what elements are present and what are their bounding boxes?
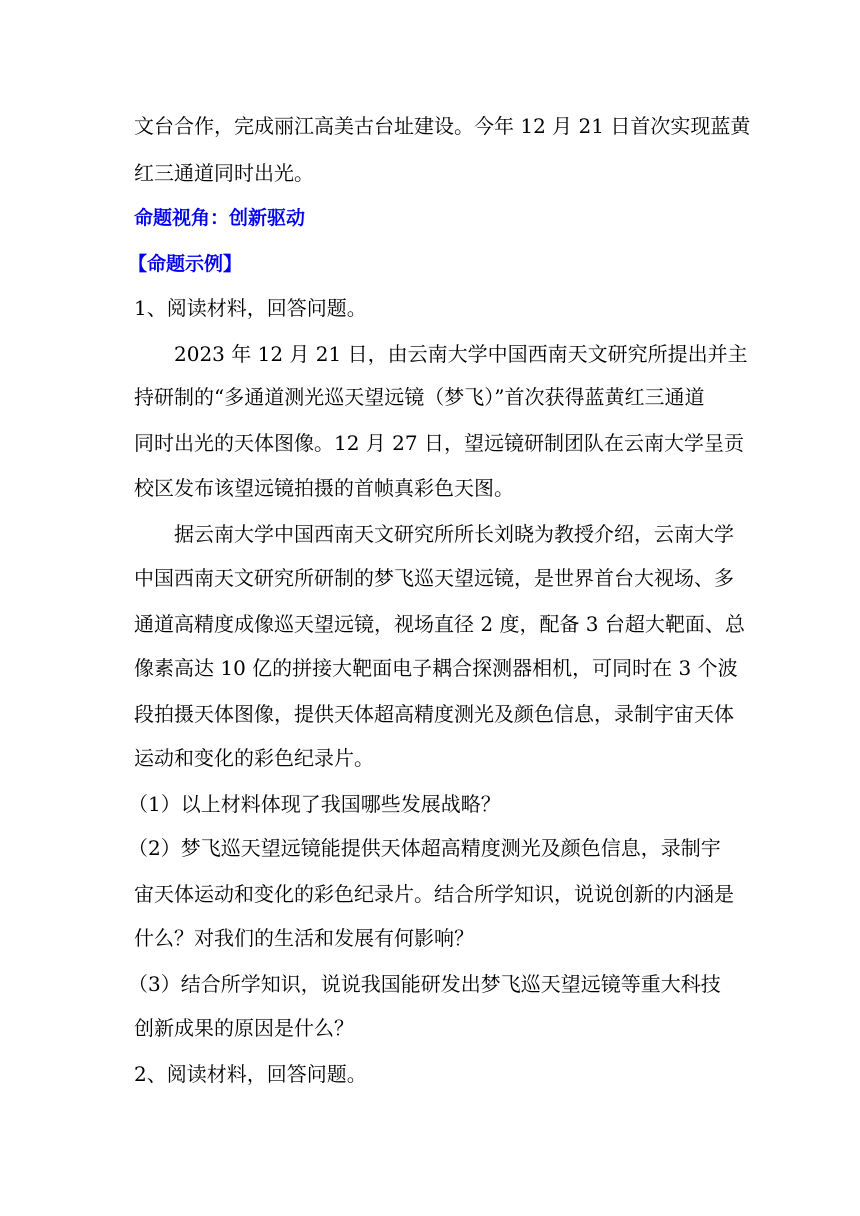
paragraph-line: 段拍摄天体图像，提供天体超高精度测光及颜色信息，录制宇宙天体 bbox=[134, 702, 734, 726]
paragraph-line: 中国西南天文研究所研制的梦飞巡天望远镜，是世界首台大视场、多 bbox=[134, 566, 734, 590]
paragraph-line: 通道高精度成像巡天望远镜，视场直径 2 度，配备 3 台超大靶面、总 bbox=[134, 612, 745, 636]
paragraph-line: 同时出光的天体图像。12 月 27 日，望远镜研制团队在云南大学呈贡 bbox=[134, 431, 744, 455]
paragraph-line: 持研制的“多通道测光巡天望远镜（梦飞）”首次获得蓝黄红三通道 bbox=[134, 385, 705, 409]
paragraph-line: 据云南大学中国西南天文研究所所长刘晓为教授介绍，云南大学 bbox=[174, 522, 734, 546]
question-1-title: 1、阅读材料，回答问题。 bbox=[134, 296, 367, 320]
paragraph-line: 运动和变化的彩色纪录片。 bbox=[134, 746, 374, 770]
paragraph-line: 像素高达 10 亿的拼接大靶面电子耦合探测器相机，可同时在 3 个波 bbox=[134, 656, 738, 680]
paragraph-line: 校区发布该望远镜拍摄的首帧真彩色天图。 bbox=[134, 476, 514, 500]
paragraph-line: 2023 年 12 月 21 日，由云南大学中国西南天文研究所提出并主 bbox=[174, 342, 748, 366]
paragraph-line: 文台合作，完成丽江高美古台址建设。今年 12 月 21 日首次实现蓝黄 bbox=[134, 114, 751, 138]
section-heading: 命题视角：创新驱动 bbox=[134, 207, 306, 229]
sub-question-3: （3）结合所学知识，说说我国能研发出梦飞巡天望远镜等重大科技 bbox=[128, 972, 721, 996]
paragraph-line: 什么？对我们的生活和发展有何影响？ bbox=[134, 926, 474, 950]
question-2-title: 2、阅读材料，回答问题。 bbox=[134, 1062, 367, 1086]
sub-question-2: （2）梦飞巡天望远镜能提供天体超高精度测光及颜色信息，录制宇 bbox=[128, 836, 721, 860]
paragraph-line: 宙天体运动和变化的彩色纪录片。结合所学知识，说说创新的内涵是 bbox=[134, 882, 734, 906]
sub-question-1: （1）以上材料体现了我国哪些发展战略？ bbox=[128, 792, 501, 816]
paragraph-line: 创新成果的原因是什么？ bbox=[134, 1016, 354, 1040]
paragraph-line: 红三通道同时出光。 bbox=[134, 161, 314, 185]
example-heading: 【命题示例】 bbox=[128, 253, 243, 275]
